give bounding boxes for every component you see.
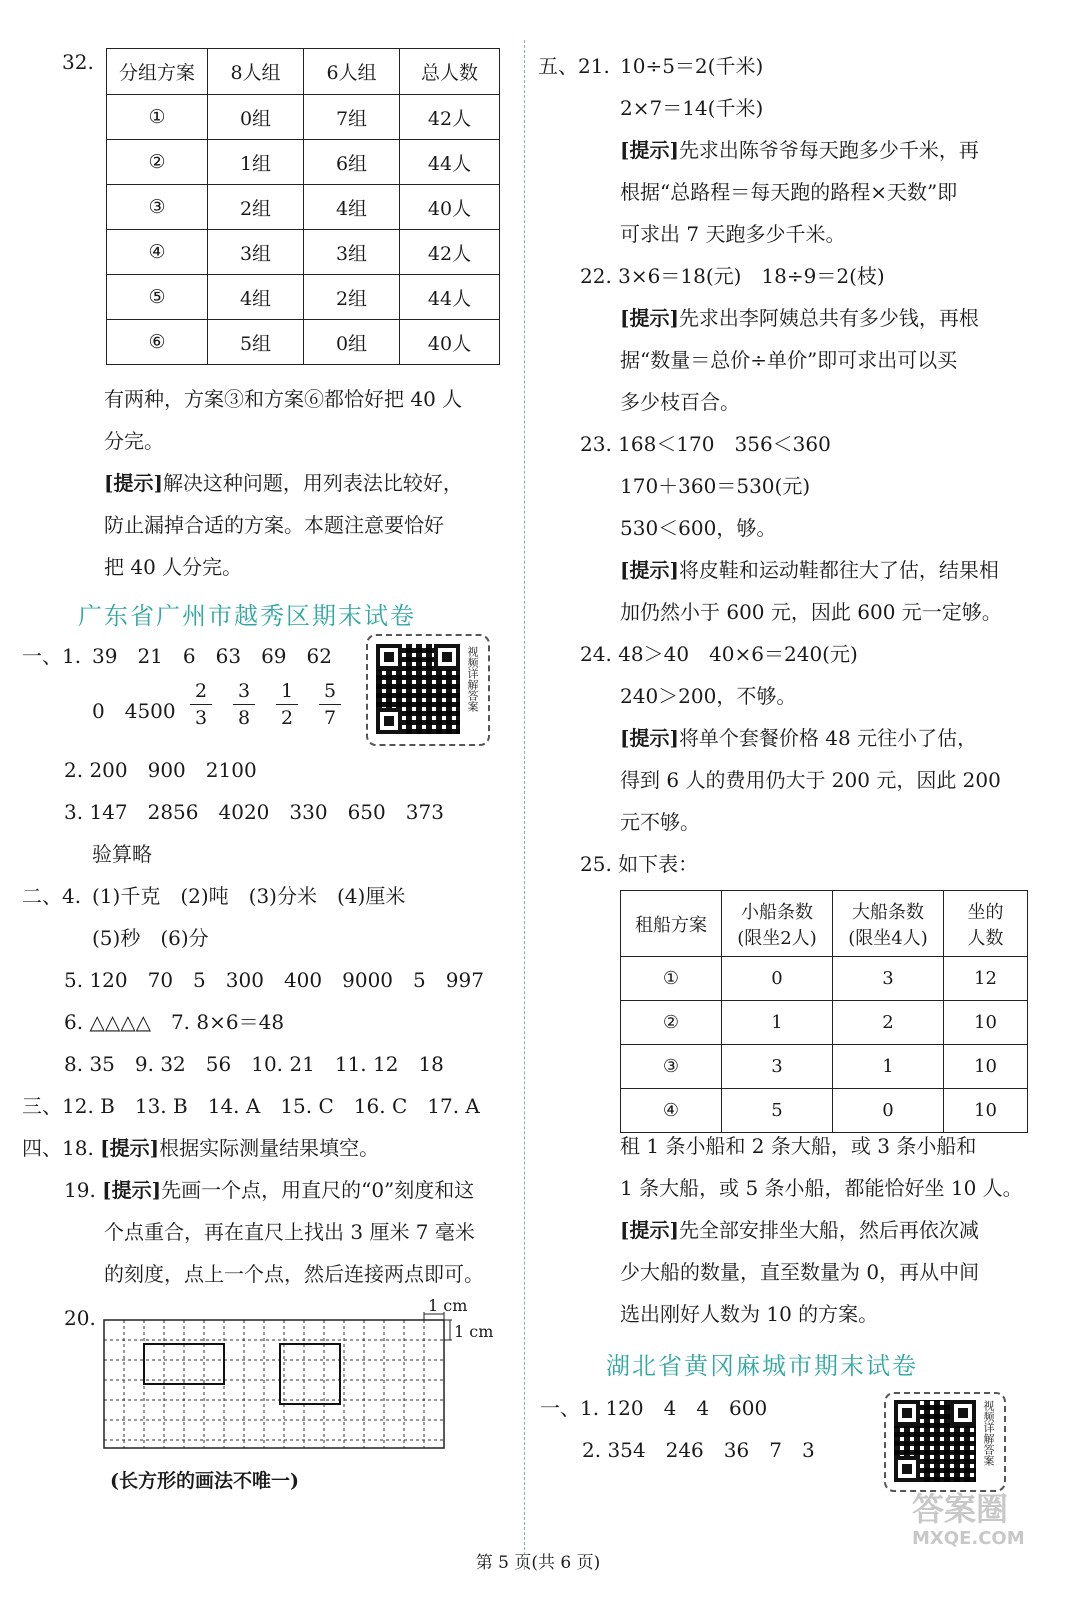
table-row	[107, 320, 500, 365]
table-cell: ⑤	[107, 275, 208, 320]
qr-code-icon[interactable]	[884, 1392, 1006, 1492]
table-cell: 3组	[208, 230, 304, 275]
hint-text: 个点重合，再在直尺上找出 3 厘米 7 毫米	[104, 1220, 475, 1244]
table-row	[107, 275, 500, 320]
hint-text: 多少枝百合。	[620, 390, 740, 414]
table-header-cell: 大船条数 (限坐4人)	[833, 891, 944, 957]
hint-text: 将皮鞋和运动鞋都往大了估，结果相	[678, 558, 999, 582]
cm-label-top: 1 cm	[428, 1296, 468, 1315]
answer-text: 0 4500	[92, 699, 176, 723]
qr-caption: 视频详解答案	[466, 646, 479, 712]
hint-tag: [提示]	[620, 558, 679, 582]
hint-text: 根据“总路程＝每天跑的路程×天数”即	[620, 180, 958, 204]
table-cell: 6组	[304, 140, 400, 185]
table-header-cell: 6人组	[304, 49, 400, 95]
hint-tag: [提示]	[102, 1178, 162, 1202]
table-row	[621, 1089, 1028, 1133]
hint-text: 将单个套餐价格 48 元往小了估，	[678, 726, 978, 750]
hint-text: 先画一个点，用直尺的“0”刻度和这	[161, 1178, 475, 1202]
table-cell: 0	[833, 1089, 944, 1133]
answer-text: 10÷5＝2(千米)	[620, 54, 764, 78]
table-cell: 2	[833, 1001, 944, 1045]
cm-label-side: 1 cm	[454, 1322, 494, 1341]
table-row	[621, 957, 1028, 1001]
answer-text: 170＋360＝530(元)	[620, 474, 811, 498]
table-cell: ⑥	[107, 320, 208, 365]
table-cell: 42人	[400, 95, 500, 140]
fraction-numerator: 5	[323, 680, 337, 702]
table-cell: ②	[107, 140, 208, 185]
answer-text: 240＞200，不够。	[620, 684, 797, 708]
question-label: 19.	[64, 1178, 96, 1202]
drawing-note: (长方形的画法不唯一)	[110, 1470, 299, 1492]
question-label: 一、1.	[22, 644, 82, 668]
table-row	[621, 1045, 1028, 1089]
table-row	[621, 1001, 1028, 1045]
hint-text: 根据实际测量结果填空。	[159, 1136, 380, 1160]
question-label: 20.	[64, 1306, 96, 1330]
table-cell: 3	[722, 1045, 833, 1089]
hint-text: 加仍然小于 600 元，因此 600 元一定够。	[620, 600, 1002, 624]
hint-text: 可求出 7 天跑多少千米。	[620, 222, 846, 246]
table-cell: 0	[722, 957, 833, 1001]
hint-line	[104, 467, 463, 496]
table-cell: 5组	[208, 320, 304, 365]
answer-text: 25. 如下表：	[580, 852, 699, 876]
answer-text: 6. △△△△ 7. 8×6＝48	[64, 1010, 285, 1034]
answer-text: 租 1 条小船和 2 条大船，或 3 条小船和	[620, 1134, 977, 1158]
table-header-row	[107, 49, 500, 95]
answer-text: 530＜600，够。	[620, 516, 777, 540]
table-cell: 40人	[400, 320, 500, 365]
table-cell: 10	[944, 1045, 1028, 1089]
hint-tag: [提示]	[104, 471, 163, 495]
fraction	[319, 680, 341, 729]
answer-text: 分完。	[104, 429, 164, 453]
qr-caption: 视频详解答案	[982, 1400, 995, 1466]
question-label: 四、18.	[22, 1136, 94, 1160]
table-cell: 40人	[400, 185, 500, 230]
watermark-logo: 答案圈 MXQE.COM	[912, 1490, 1025, 1549]
page-footer: 第 5 页(共 6 页)	[475, 1553, 601, 1573]
hint-text: 元不够。	[620, 810, 700, 834]
table-cell: 12	[944, 957, 1028, 1001]
hint-tag: [提示]	[100, 1136, 160, 1160]
hint-tag: [提示]	[620, 726, 679, 750]
table-row	[107, 185, 500, 230]
table-row	[107, 140, 500, 185]
hint-line	[64, 1174, 474, 1203]
hint-line	[22, 1132, 379, 1161]
hint-line	[620, 722, 977, 751]
fraction-numerator: 1	[280, 680, 294, 702]
hint-line	[620, 302, 979, 331]
answer-text: 39 21 6 63 69 62	[92, 644, 332, 668]
table-cell: 42人	[400, 230, 500, 275]
table-cell: ④	[621, 1089, 722, 1133]
hint-text: 选出刚好人数为 10 的方案。	[620, 1302, 879, 1326]
table-cell: 1组	[208, 140, 304, 185]
answer-text: 23. 168＜170 356＜360	[580, 432, 831, 456]
drawn-square	[280, 1344, 340, 1404]
answer-text: 有两种，方案③和方案⑥都恰好把 40 人	[104, 387, 463, 411]
table-row	[107, 95, 500, 140]
fraction-numerator: 3	[237, 680, 251, 702]
answer-text: 24. 48＞40 40×6＝240(元)	[580, 642, 858, 666]
table-cell: ③	[107, 185, 208, 230]
table-header-row	[621, 891, 1028, 957]
question-32-label: 32.	[62, 50, 94, 74]
table-header-cell: 坐的 人数	[944, 891, 1028, 957]
table-cell: 7组	[304, 95, 400, 140]
hint-text: 得到 6 人的费用仍大于 200 元，因此 200	[620, 768, 1001, 792]
hint-line	[620, 134, 979, 163]
answer-text: 3. 147 2856 4020 330 650 373	[64, 800, 444, 824]
hint-line	[620, 554, 999, 583]
hint-text: 的刻度，点上一个点，然后连接两点即可。	[104, 1262, 484, 1286]
boat-table	[620, 890, 1028, 1133]
hint-text: 少大船的数量，直至数量为 0，再从中间	[620, 1260, 980, 1284]
answer-text: 1 条大船，或 5 条小船，都能恰好坐 10 人。	[620, 1176, 1023, 1200]
table-header-cell: 8人组	[208, 49, 304, 95]
table-cell: 10	[944, 1001, 1028, 1045]
hint-tag: [提示]	[620, 306, 679, 330]
fraction-numerator: 2	[194, 680, 208, 702]
table-cell: 10	[944, 1089, 1028, 1133]
table-cell: ②	[621, 1001, 722, 1045]
table-cell: 44人	[400, 275, 500, 320]
section-title-macheng: 湖北省黄冈麻城市期末试卷	[606, 1352, 918, 1380]
hint-text: 据“数量＝总价÷单价”即可求出可以买	[620, 348, 958, 372]
question-label: 五、21.	[538, 54, 610, 78]
answer-note: 验算略	[92, 842, 152, 866]
table-header-cell: 分组方案	[107, 49, 208, 95]
table-cell: ③	[621, 1045, 722, 1089]
table-header-cell: 总人数	[400, 49, 500, 95]
hint-text: 先求出李阿姨总共有多少钱，再根	[678, 306, 979, 330]
table-cell: 1	[722, 1001, 833, 1045]
hint-text: 解决这种问题，用列表法比较好，	[162, 471, 463, 495]
fraction-denominator: 7	[323, 707, 337, 729]
table-cell: 4组	[208, 275, 304, 320]
grouping-table	[106, 48, 500, 365]
table-cell: 3	[833, 957, 944, 1001]
cm-marker-side	[444, 1320, 452, 1340]
table-cell: ①	[107, 95, 208, 140]
table-cell: 2组	[208, 185, 304, 230]
answer-text: 5. 120 70 5 300 400 9000 5 997	[64, 968, 484, 992]
section-title-guangzhou: 广东省广州市越秀区期末试卷	[78, 602, 416, 630]
table-cell: 4组	[304, 185, 400, 230]
table-cell: ④	[107, 230, 208, 275]
fraction	[276, 680, 298, 729]
answer-text: 一、1. 120 4 4 600	[540, 1396, 768, 1420]
fraction-denominator: 2	[280, 707, 294, 729]
fraction	[190, 680, 212, 729]
answer-text: 2. 354 246 36 7 3	[582, 1438, 815, 1462]
table-cell: ①	[621, 957, 722, 1001]
answer-text: (1)千克 (2)吨 (3)分米 (4)厘米	[92, 884, 406, 908]
answer-text: 2. 200 900 2100	[64, 758, 257, 782]
table-header-cell: 租船方案	[621, 891, 722, 957]
table-cell: 0组	[208, 95, 304, 140]
table-cell: 2组	[304, 275, 400, 320]
table-cell: 1	[833, 1045, 944, 1089]
hint-text: 把 40 人分完。	[104, 555, 243, 579]
answer-text: 三、12. B 13. B 14. A 15. C 16. C 17. A	[22, 1094, 480, 1118]
hint-line	[620, 1214, 979, 1243]
fraction	[233, 680, 255, 729]
table-cell: 44人	[400, 140, 500, 185]
hint-text: 先求出陈爷爷每天跑多少千米，再	[678, 138, 979, 162]
answer-text: 8. 35 9. 32 56 10. 21 11. 12 18	[64, 1052, 444, 1076]
table-cell: 3组	[304, 230, 400, 275]
hint-tag: [提示]	[620, 138, 679, 162]
hint-text: 先全部安排坐大船，然后再依次减	[678, 1218, 979, 1242]
answer-text: (5)秒 (6)分	[92, 926, 209, 950]
table-cell: 0组	[304, 320, 400, 365]
table-cell: 5	[722, 1089, 833, 1133]
answer-text: 22. 3×6＝18(元) 18÷9＝2(枝)	[580, 264, 885, 288]
fraction-denominator: 8	[237, 707, 251, 729]
question-label: 二、4.	[22, 884, 82, 908]
table-header-cell: 小船条数 (限坐2人)	[722, 891, 833, 957]
answer-text: 2×7＝14(千米)	[620, 96, 764, 120]
hint-tag: [提示]	[620, 1218, 679, 1242]
fraction-denominator: 3	[194, 707, 208, 729]
hint-text: 防止漏掉合适的方案。本题注意要恰好	[104, 513, 444, 537]
table-row	[107, 230, 500, 275]
qr-code-icon[interactable]	[366, 634, 490, 746]
